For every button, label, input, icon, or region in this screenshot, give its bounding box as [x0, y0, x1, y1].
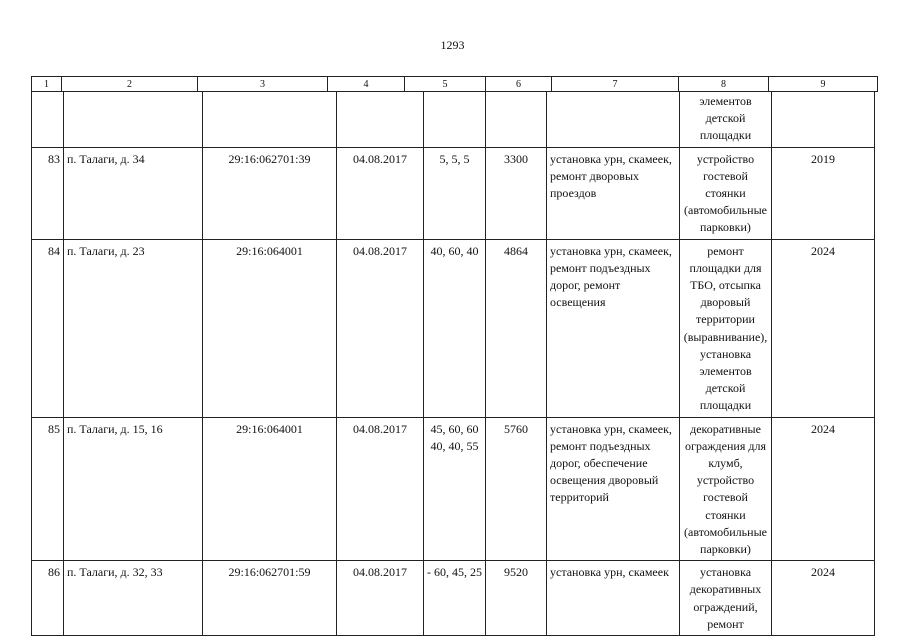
cell-year: 2024: [772, 417, 875, 561]
table-row: [32, 561, 875, 636]
cell-year: 2024: [772, 561, 875, 636]
cell-date: 04.08.2017: [337, 417, 424, 561]
cell-num: 83: [32, 147, 64, 239]
cell-address: п. Талаги, д. 32, 33: [64, 561, 203, 636]
cell-cadastral: [203, 92, 337, 147]
cell-year: 2024: [772, 239, 875, 417]
cell-area: 4864: [486, 239, 547, 417]
cell-date: 04.08.2017: [337, 147, 424, 239]
cell-cadastral: 29:16:062701:39: [203, 147, 337, 239]
header-col-9: 9: [769, 77, 878, 92]
cell-address: п. Талаги, д. 34: [64, 147, 203, 239]
cell-extra: установка декоративных ограждений, ремонт: [680, 561, 772, 636]
cell-num: 85: [32, 417, 64, 561]
cell-cadastral: 29:16:062701:59: [203, 561, 337, 636]
cell-num: 84: [32, 239, 64, 417]
cell-extra: ремонт площадки для ТБО, отсыпка дворовый территории (выравнивание), установка элементов детской площадки: [680, 239, 772, 417]
cell-area: 3300: [486, 147, 547, 239]
cell-area: [486, 92, 547, 147]
cell-address: п. Талаги, д. 23: [64, 239, 203, 417]
header-col-3: 3: [198, 77, 328, 92]
header-col-6: 6: [486, 77, 552, 92]
header-col-2: 2: [62, 77, 198, 92]
cell-address: [64, 92, 203, 147]
cell-date: 04.08.2017: [337, 561, 424, 636]
cell-values: 45, 60, 60 40, 40, 55: [424, 417, 486, 561]
header-col-4: 4: [328, 77, 405, 92]
page-number: 1293: [440, 38, 465, 52]
cell-num: [32, 92, 64, 147]
table-row-continuation: [32, 92, 875, 147]
data-table: [31, 92, 875, 636]
cell-works: [547, 92, 680, 147]
cell-extra: устройство гостевой стоянки (автомобильные парковки): [680, 147, 772, 239]
cell-works: установка урн, скамеек: [547, 561, 680, 636]
cell-date: [337, 92, 424, 147]
cell-date: 04.08.2017: [337, 239, 424, 417]
cell-works: установка урн, скамеек, ремонт дворовых проездов: [547, 147, 680, 239]
table-row: [32, 147, 875, 239]
header-col-7: 7: [552, 77, 679, 92]
cell-year: 2019: [772, 147, 875, 239]
cell-values: [424, 92, 486, 147]
cell-extra: элементов детской площадки: [680, 92, 772, 147]
header-col-8: 8: [679, 77, 769, 92]
table-row: [32, 417, 875, 561]
cell-area: 5760: [486, 417, 547, 561]
cell-cadastral: 29:16:064001: [203, 239, 337, 417]
cell-address: п. Талаги, д. 15, 16: [64, 417, 203, 561]
cell-works: установка урн, скамеек, ремонт подъездных дорог, обеспечение освещения дворовый территорий: [547, 417, 680, 561]
cell-area: 9520: [486, 561, 547, 636]
header-col-1: 1: [32, 77, 62, 92]
table-row: [32, 239, 875, 417]
cell-values: - 60, 45, 25: [424, 561, 486, 636]
header-col-5: 5: [405, 77, 486, 92]
cell-year: [772, 92, 875, 147]
cell-num: 86: [32, 561, 64, 636]
cell-cadastral: 29:16:064001: [203, 417, 337, 561]
cell-extra: декоративные ограждения для клумб, устройство гостевой стоянки (автомобильные парковки): [680, 417, 772, 561]
column-number-header: [31, 76, 878, 92]
cell-values: 40, 60, 40: [424, 239, 486, 417]
cell-values: 5, 5, 5: [424, 147, 486, 239]
cell-works: установка урн, скамеек, ремонт подъездных дорог, ремонт освещения: [547, 239, 680, 417]
